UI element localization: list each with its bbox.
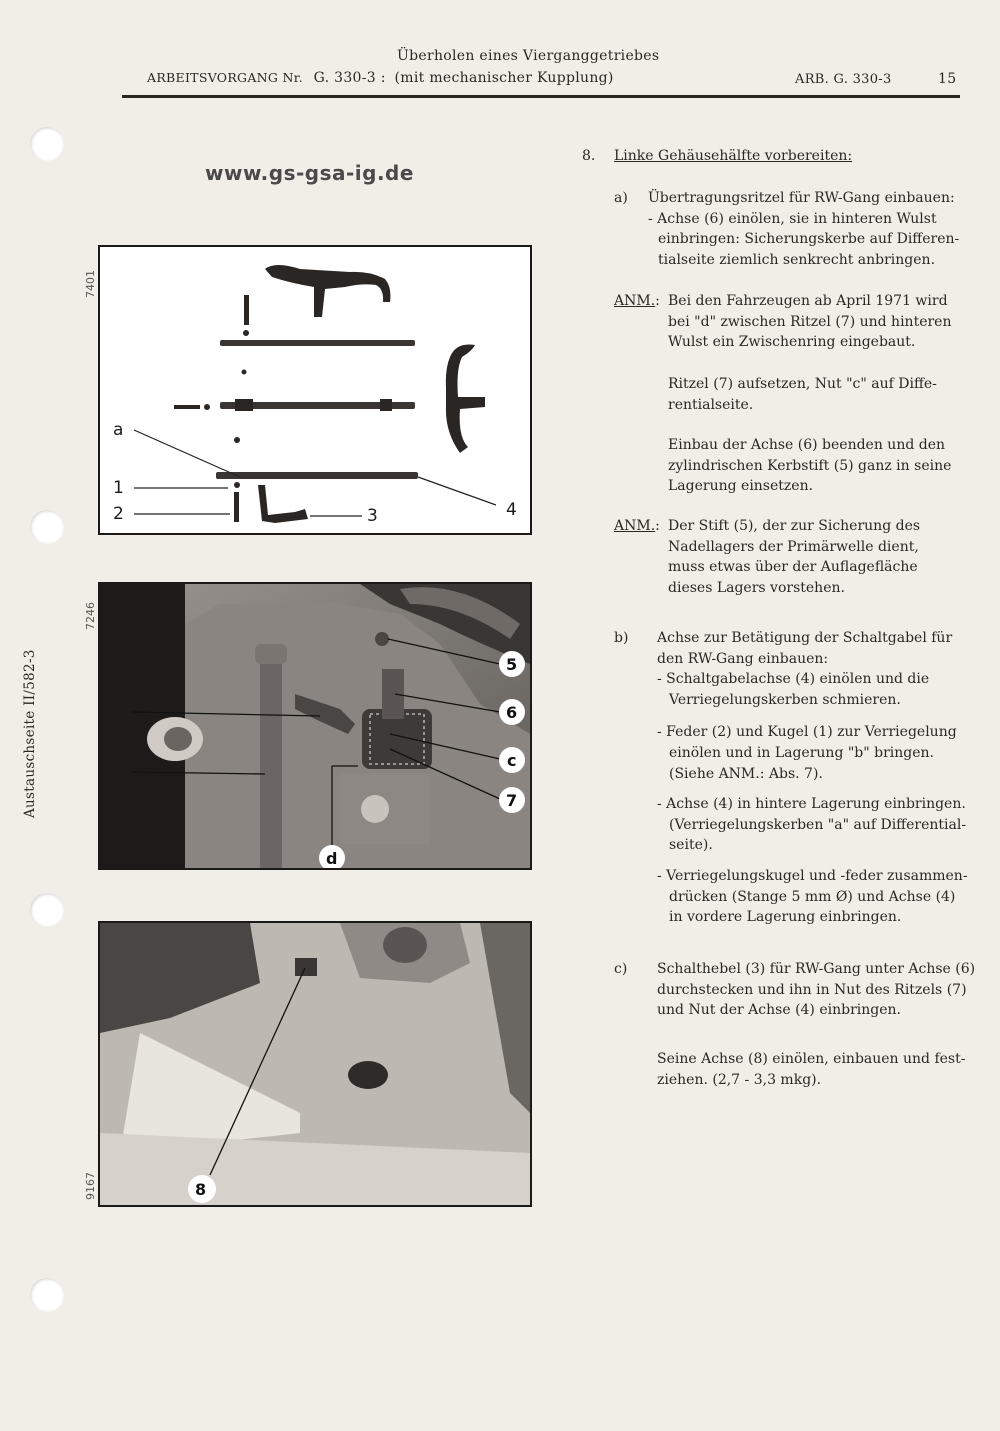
paragraph-3 — [657, 1049, 965, 1090]
bearing-bore — [164, 727, 192, 751]
text-line: ziehen. (2,7 - 3,3 mkg). — [657, 1071, 822, 1088]
text-line: - Verriegelungskugel und -feder zusammen- — [657, 867, 968, 884]
note-2-label — [614, 516, 660, 537]
axle-8 — [295, 958, 317, 976]
text-line: - Feder (2) und Kugel (1) zur Verriegelung — [657, 724, 957, 741]
page-number: 15 — [938, 71, 957, 87]
spacer — [657, 856, 968, 866]
callout-6: 6 — [506, 703, 518, 722]
spring-part-2 — [234, 492, 239, 522]
section-title: Linke Gehäusehälfte vorbereiten: — [614, 148, 853, 164]
binder-hole — [30, 510, 64, 544]
text-line: durchstecken und ihn in Nut des Ritzels (7) — [657, 981, 967, 998]
callout-5: 5 — [506, 655, 518, 674]
text-line: Der Stift (5), der zur Sicherung des — [668, 518, 921, 534]
binder-hole — [30, 1278, 64, 1312]
callout-3: 3 — [367, 506, 378, 526]
paragraph-1 — [668, 374, 937, 415]
figure-number: 7246 — [84, 602, 97, 630]
header-code: G. 330-3 : — [313, 70, 386, 86]
axle-6 — [382, 669, 404, 719]
text-line: Schalthebel (3) für RW-Gang unter Achse (6) — [657, 961, 976, 977]
rod-collar — [235, 399, 253, 411]
step-b-marker: b) — [614, 630, 629, 646]
callout-2: 2 — [113, 504, 124, 524]
header-rule — [122, 95, 960, 98]
step-b-text — [657, 628, 968, 928]
text-line: rentialseite. — [668, 396, 754, 413]
text-line: Einbau der Achse (6) beenden und den — [668, 437, 946, 453]
side-label: Austauschseite II/582-3 — [22, 649, 38, 818]
axle-4 — [260, 654, 282, 868]
step-c-text — [657, 959, 975, 1021]
figure-axle-photo — [98, 921, 532, 1207]
rod-part — [220, 340, 415, 346]
figure-number: 9167 — [84, 1172, 97, 1200]
figure-number: 7401 — [84, 270, 97, 298]
text-line: - Achse (4) in hintere Lagerung einbringen. — [657, 796, 966, 813]
callout-7: 7 — [506, 791, 518, 810]
lever-part-3 — [258, 485, 308, 523]
watermark-url: www.gs-gsa-ig.de — [205, 161, 414, 185]
paragraph-2 — [668, 435, 951, 497]
header-ref: ARB. G. 330-3 — [795, 72, 892, 87]
ball-part — [204, 404, 210, 410]
header-title: Überholen eines Vierganggetriebes — [397, 48, 660, 64]
header-left — [147, 70, 614, 86]
text-line: drücken (Stange 5 mm Ø) und Achse (4) — [669, 888, 956, 905]
fork-part — [446, 345, 485, 454]
text-line: Bei den Fahrzeugen ab April 1971 wird — [668, 293, 948, 309]
callout-4: 4 — [506, 500, 517, 520]
note-colon: : — [655, 518, 660, 534]
text-line: (Siehe ANM.: Abs. 7). — [669, 765, 823, 782]
text-line: (Verriegelungskerben "a" auf Differential- — [669, 816, 967, 833]
callout-3: 3 — [112, 703, 123, 723]
text-line: den RW-Gang einbauen: — [657, 650, 829, 667]
figure-housing-photo — [98, 582, 532, 870]
callout-d: d — [326, 849, 338, 868]
note-1-text — [668, 291, 951, 353]
pin-part — [174, 405, 200, 409]
fork-part — [265, 265, 390, 317]
note-2-text — [668, 516, 920, 598]
text-line: Achse zur Betätigung der Schaltgabel für — [657, 630, 953, 646]
text-line: - Schaltgabelachse (4) einölen und die — [657, 671, 930, 688]
ball-part — [242, 370, 247, 375]
text-line: - Achse (6) einölen, sie in hinteren Wulst — [648, 210, 937, 227]
step-a-text — [648, 188, 959, 270]
text-line: Übertragungsritzel für RW-Gang einbauen: — [648, 190, 955, 206]
figure-parts-exploded — [98, 245, 532, 535]
binder-hole — [30, 893, 64, 927]
ball-part — [234, 437, 240, 443]
drain-hole — [348, 1061, 388, 1089]
callout-4: 4 — [112, 762, 123, 782]
binder-hole — [30, 127, 64, 161]
text-line: Nadellagers der Primärwelle dient, — [668, 538, 919, 555]
header-prefix: ARBEITSVORGANG Nr. — [147, 70, 303, 85]
text-line: dieses Lagers vorstehen. — [668, 579, 845, 596]
text-line: Wulst ein Zwischenring eingebaut. — [668, 334, 916, 351]
housing-drawing — [100, 584, 530, 868]
spacer — [657, 710, 968, 722]
rod-collar — [380, 399, 392, 411]
step-a-marker: a) — [614, 190, 628, 206]
text-line: tialseite ziemlich senkrecht anbringen. — [658, 251, 936, 268]
text-line: Lagerung einsetzen. — [668, 478, 814, 495]
text-line: einölen und in Lagerung "b" bringen. — [669, 744, 935, 761]
note-label: ANM. — [614, 293, 656, 309]
pin-5 — [375, 632, 389, 646]
note-1-label — [614, 291, 660, 312]
boss-bore — [383, 927, 427, 963]
text-line: seite). — [669, 837, 713, 854]
pin-part — [244, 295, 249, 325]
spacer — [657, 784, 968, 794]
ball-part — [243, 330, 249, 336]
leader-line — [418, 477, 496, 505]
text-line: in vordere Lagerung einbringen. — [669, 909, 902, 926]
header-suffix: (mit mechanischer Kupplung) — [394, 70, 614, 86]
axle-drawing — [100, 923, 530, 1205]
note-label: ANM. — [614, 518, 656, 534]
callout-8: 8 — [195, 1180, 207, 1199]
callout-1: 1 — [113, 478, 124, 498]
callout-c: c — [507, 751, 517, 770]
text-line: Verriegelungskerben schmieren. — [669, 691, 901, 708]
axle-part-4 — [216, 472, 418, 479]
text-line: und Nut der Achse (4) einbringen. — [657, 1002, 901, 1019]
text-line: Seine Achse (8) einölen, einbauen und fest- — [657, 1051, 966, 1067]
section-number: 8. — [582, 148, 596, 164]
text-line: bei "d" zwischen Ritzel (7) und hinteren — [668, 313, 952, 330]
note-colon: : — [655, 293, 660, 309]
block-bore — [361, 795, 389, 823]
text-line: Ritzel (7) aufsetzen, Nut "c" auf Diffe- — [668, 376, 937, 392]
parts-drawing — [100, 247, 530, 533]
leader-line — [134, 430, 240, 477]
ball-part-1 — [234, 482, 240, 488]
callout-a: a — [113, 420, 124, 440]
text-line: zylindrischen Kerbstift (5) ganz in seine — [668, 457, 952, 474]
axle-boss — [255, 644, 287, 664]
step-c-marker: c) — [614, 961, 628, 977]
text-line: muss etwas über der Auflagefläche — [668, 559, 918, 576]
text-line: einbringen: Sicherungskerbe auf Differen- — [658, 231, 960, 248]
